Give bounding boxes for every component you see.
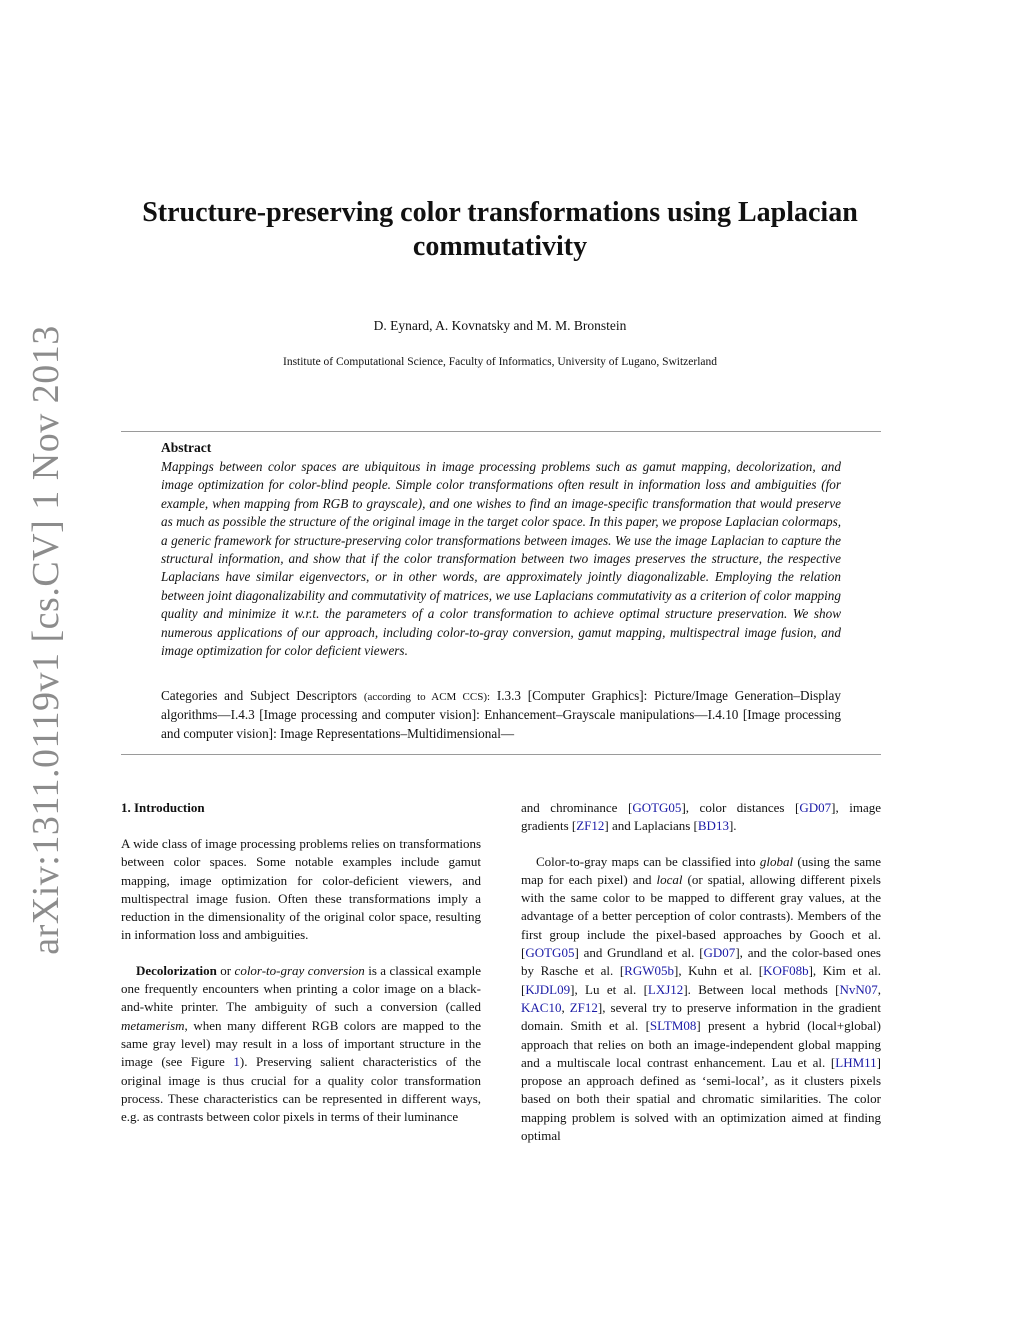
abstract-heading: Abstract [161, 440, 212, 455]
citation-link[interactable]: LHM11 [835, 1054, 877, 1070]
citation-link[interactable]: NvN07 [839, 981, 878, 997]
intro-paragraph-1: A wide class of image processing problems relies on transformations between color spaces. Some notable examples include gamut mapping, image optimization for color-deficient viewers, and multispectral image fusion. Often these transformations imply a reduction in the dimensionality of the original color space, resulting in information loss and ambiguities. [121, 836, 481, 943]
paper-title: Structure-preserving color transformations using Laplacian commutativity [142, 197, 858, 262]
citation-link[interactable]: LXJ12 [647, 981, 684, 997]
citation-link[interactable]: GOTG05 [632, 800, 682, 815]
citation-link[interactable]: BD13 [697, 818, 729, 834]
arxiv-identifier: arXiv:1311.0119v1 [cs.CV] 1 Nov 2013 [25, 325, 67, 955]
figure-ref-link[interactable]: 1 [233, 1054, 240, 1070]
citation-link[interactable]: GOTG05 [525, 945, 575, 961]
bottom-rule [121, 754, 881, 755]
citation-link[interactable]: SLTM08 [649, 1018, 697, 1034]
categories-note: (according to ACM CCS): [363, 691, 491, 703]
intro-paragraph-4: Color-to-gray maps can be classified into global (using the same map for each pixel) and local (or spatial, allowing different pixels with the same color to be mapped to different gray values, at the advantage of a better perception of color contrasts). Members of the first group include the pixel-based approaches by Gooch et al. [GOTG05] and Grundland et al. [GD07], and the color-based ones by Rasche et al. [RGW05b], Kuhn et al. [KOF08b], Kim et al. [KJDL09], Lu et al. [LXJ12]. Between local methods [NvN07, KAC10, ZF12], several try to preserve information in the gradient domain. Smith et al. [SLTM08] present a hybrid (local+global) approach that relies on both an image-independent global mapping and a multiscale local contrast enhancement. Lau et al. [LHM11] propose an approach defined as ‘semi-local’, as it clusters pixels based on both their spatial and chromatic similarities. The color mapping problem is solved with an optimization aimed at finding optimal [521, 853, 882, 1144]
term-decolorization: Decolorization [136, 962, 217, 978]
affiliation: Institute of Computational Science, Faculty of Informatics, University of Lugano, Switzerland [282, 356, 718, 368]
categories-label: Categories and Subject Descriptors [161, 688, 358, 703]
citation-link[interactable]: RGW05b [624, 963, 674, 979]
citation-link[interactable]: GD07 [703, 945, 736, 961]
right-column [521, 799, 881, 1145]
citation-link[interactable]: GD07 [799, 800, 832, 815]
citation-link[interactable]: KAC10 [521, 999, 562, 1015]
citation-link[interactable]: ZF12 [576, 818, 605, 834]
section-heading-introduction: 1. Introduction [121, 800, 205, 815]
citation-link[interactable]: ZF12 [569, 999, 598, 1015]
intro-paragraph-3: and chrominance [GOTG05], color distances [GD07], image gradients [ZF12] and Laplacians [BD13]. [521, 800, 882, 834]
citation-link[interactable]: KJDL09 [525, 981, 571, 997]
abstract-text: Mappings between color spaces are ubiquitous in image processing problems such as gamut mapping, decolorization, and image optimization for color-blind people. Simple color transformations often result in information loss and ambiguities (for example, when mapping from RGB to grayscale), and one wishes to find an image-specific transformation that would preserve as much as possible the structure of the original image in the target color space. In this paper, we propose Laplacian colormaps, a generic framework for structure-preserving color transformations between images. We use the image Laplacian to capture the structural information, and show that if the color transformation between two images preserves the structure, the respective Laplacians have similar eigenvectors, or in other words, are approximately jointly diagonalizable. Employing the relation between joint diagonalizability and commutativity of matrices, we use Laplacians commutativity as a criterion of color mapping quality and minimize it w.r.t. the parameters of a color transformation to achieve optimal structure preservation. We show numerous applications of our approach, including color-to-gray conversion, gamut mapping, multispectral image fusion, and image optimization for color deficient viewers. [161, 459, 841, 659]
top-rule [121, 431, 881, 432]
intro-paragraph-2: Decolorization or color-to-gray conversion is a classical example one frequently encounters when printing a color image on a black-and-white printer. The ambiguity of such a conversion (called metamerism, when many different RGB colors are mapped to the same gray level) may result in a loss of important structure in the image (see Figure 1). Preserving salient characteristics of the original image is thus crucial for a quality color transformation process. These characteristics can be represented in different ways, e.g. as contrasts between color pixels in terms of their luminance [121, 962, 481, 1125]
citation-link[interactable]: KOF08b [763, 963, 809, 979]
categories [161, 687, 841, 743]
authors: D. Eynard, A. Kovnatsky and M. M. Bronstein [373, 318, 627, 333]
left-column [121, 835, 481, 1126]
categories-text: I.3.3 [Computer Graphics]: Picture/Image Generation–Display algorithms—I.4.3 [Image processing and computer vision]: Enhancement–Grayscale manipulations—I.4.10 [Image processing and computer vision]: Image Representations–Multidimensional— [161, 688, 841, 741]
